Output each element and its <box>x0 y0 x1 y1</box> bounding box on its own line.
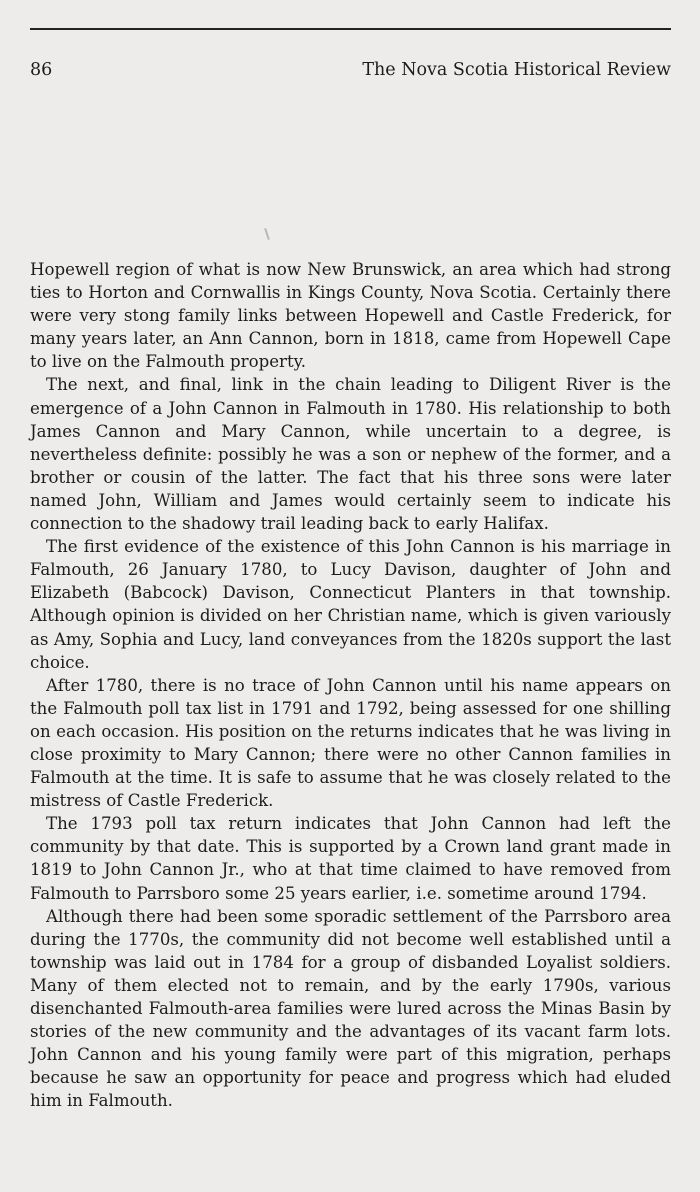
running-title: The Nova Scotia Historical Review <box>362 60 671 80</box>
scan-mark <box>264 228 270 240</box>
page-number: 86 <box>30 60 53 80</box>
paragraph-3: The first evidence of the existence of this John Cannon is his marriage in Falmouth, 26 January 1780, to Lucy Davison, daughter of John and Elizabeth (Babcock) Davison, Connecticut Planters in that township. Although opinion is divided on her Christian name, which is given variously as Amy, Sophia and Lucy, land conveyances from the 1820s support the last choice. <box>30 537 671 672</box>
article-body <box>30 258 671 1112</box>
page-header <box>30 60 671 86</box>
paragraph-1: Hopewell region of what is now New Brunswick, an area which had strong ties to Horton and Cornwallis in Kings County, Nova Scotia. Certainly there were very stong family links between Hopewell and Castle Frederick, for many years later, an Ann Cannon, born in 1818, came from Hopewell Cape to live on the Falmouth property. <box>30 260 671 372</box>
paragraph-6: Although there had been some sporadic settlement of the Parrsboro area during the 1770s, the community did not become well established until a township was laid out in 1784 for a group of disbanded Loyalist soldiers. Many of them elected not to remain, and by the early 1790s, various disenchanted Falmouth-area families were lured across the Minas Basin by stories of the new community and the advantages of its vacant farm lots. John Cannon and his young family were part of this migration, perhaps because he saw an opportunity for peace and progress which had eluded him in Falmouth. <box>30 906 671 1111</box>
paragraph-5: The 1793 poll tax return indicates that John Cannon had left the community by that date. This is supported by a Crown land grant made in 1819 to John Cannon Jr., who at that time claimed to have removed from Falmouth to Parrsboro some 25 years earlier, i.e. sometime around 1794. <box>30 814 671 903</box>
header-rule <box>30 28 671 30</box>
paragraph-2: The next, and final, link in the chain leading to Diligent River is the emergence of a John Cannon in Falmouth in 1780. His relationship to both James Cannon and Mary Cannon, while uncertain to a degree, is nevertheless definite: possibly he was a son or nephew of the former, and a brother or cousin of the latter. The fact that his three sons were later named John, William and James would certainly seem to indicate his connection to the shadowy trail leading back to early Halifax. <box>30 375 671 534</box>
paragraph-4: After 1780, there is no trace of John Cannon until his name appears on the Falmouth poll tax list in 1791 and 1792, being assessed for one shilling on each occasion. His position on the returns indicates that he was living in close proximity to Mary Cannon; there were no other Cannon families in Falmouth at the time. It is safe to assume that he was closely related to the mistress of Castle Frederick. <box>30 675 671 811</box>
